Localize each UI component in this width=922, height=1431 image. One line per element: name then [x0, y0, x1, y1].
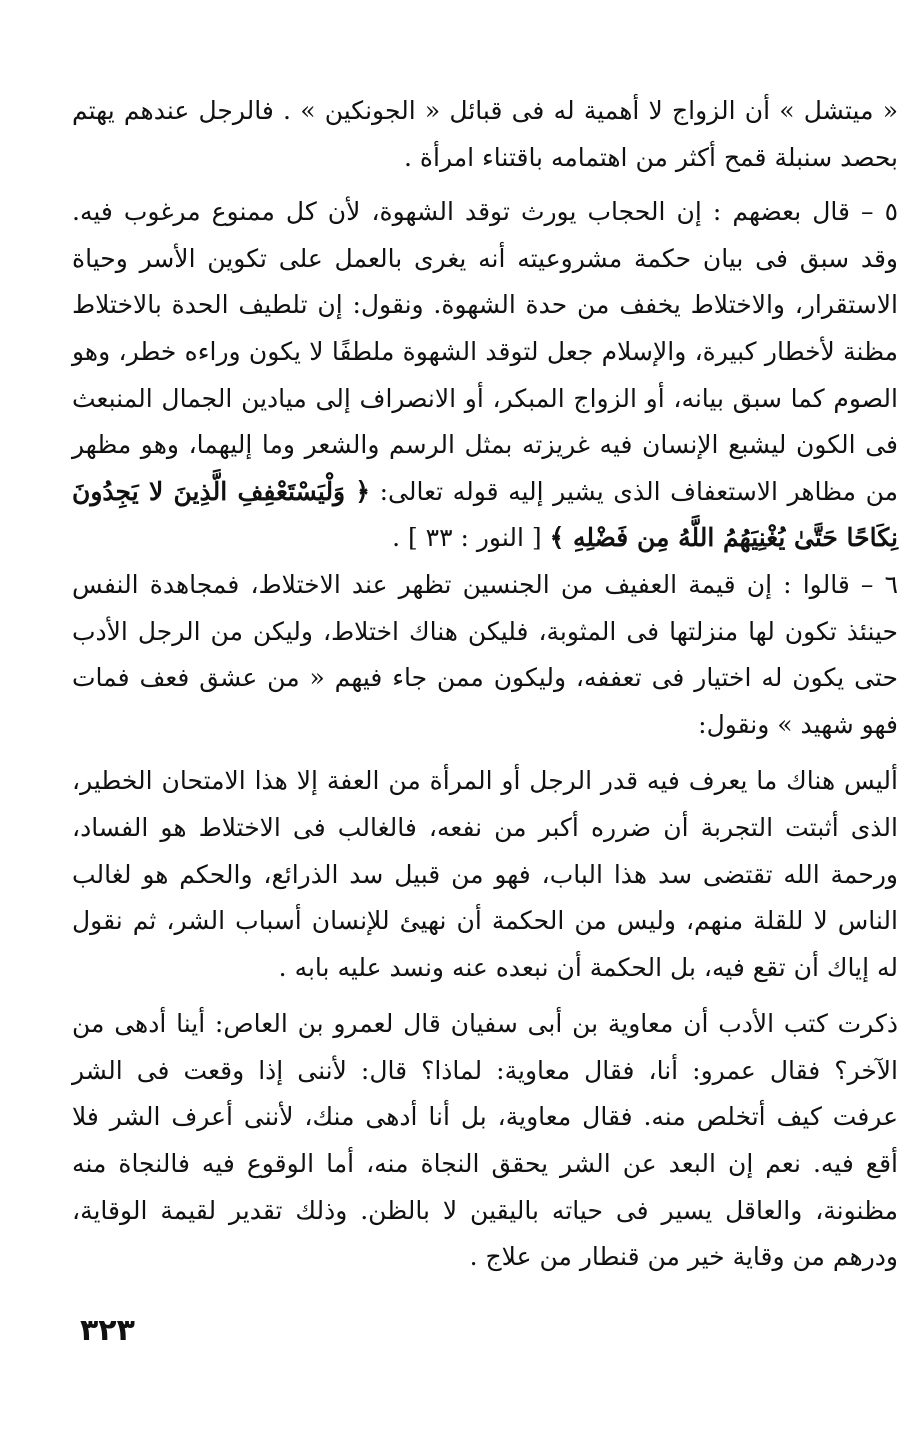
page-body	[72, 88, 898, 1388]
quran-verse: ﴿ وَلْيَسْتَعْفِفِ الَّذِينَ لا يَجِدُونَ نِكَاحًا حَتَّىٰ يُغْنِيَهُمُ اللَّهُ مِن فَضْلِهِ ﴾	[72, 476, 898, 553]
paragraph-4: أليس هناك ما يعرف فيه قدر الرجل أو المرأة من العفة إلا هذا الامتحان الخطير، الذى أثبتت التجربة أن ضرره أكبر من نفعه، فالغالب فى الاختلاط هو الفساد، ورحمة الله تقتضى سد هذا الباب، فهو من قبيل سد الذرائع، والحكم هو لغالب الناس لا للقلة منهم، وليس من الحكمة أن نهيئ للإنسان أسباب الشر، ثم نقول له إياك أن تقع فيه، بل الحكمة أن نبعده عنه ونسد عليه بابه .	[72, 766, 898, 982]
paragraph-5: ذكرت كتب الأدب أن معاوية بن أبى سفيان قال لعمرو بن العاص: أينا أدهى من الآخر؟ فقال عمرو: أنا، فقال معاوية: لماذا؟ قال: لأننى إذا وقعت فى الشر عرفت كيف أتخلص منه. فقال معاوية، بل أنا أدهى منك، لأننى أعرف الشر فلا أقع فيه. نعم إن البعد عن الشر يحقق النجاة منه، أما الوقوع فيه فالنجاة منه مظنونة، والعاقل يسير فى حياته باليقين لا بالظن. وذلك تقدير لقيمة الوقاية، ودرهم من وقاية خير من قنطار من علاج .	[72, 1009, 898, 1272]
page-number: ٣٢٣	[80, 1313, 135, 1348]
paragraph-3: ٦ – قالوا : إن قيمة العفيف من الجنسين تظهر عند الاختلاط، فمجاهدة النفس حينئذ تكون لها منزلتها فى المثوبة، فليكن هناك اختلاط، وليكن من الرجل الأدب حتى يكون له اختيار فى تعففه، وليكون ممن جاء فيهم « من عشق فعف فمات فهو شهيد » ونقول:	[72, 569, 898, 739]
paragraph-1: « ميتشل » أن الزواج لا أهمية له فى قبائل « الجونكين » . فالرجل عندهم يهتم بحصد سنبلة قمح أكثر من اهتمامه باقتناء امرأة .	[72, 96, 898, 172]
paragraph-2-text: ٥ – قال بعضهم : إن الحجاب يورث توقد الشهوة، لأن كل ممنوع مرغوب فيه. وقد سبق فى بيان حكمة مشروعيته أنه يغرى بالعمل على تكوين الأسر وحياة الاستقرار، والاختلاط يخفف من حدة الشهوة. ونقول: إن تلطيف الحدة بالاختلاط مظنة لأخطار كبيرة، والإسلام جعل لتوقد الشهوة ملطفًا لا يكون وراءه خطر، وهو الصوم كما سبق بيانه، أو الزواج المبكر، أو الانصراف إلى ميادين الجمال المنبعث فى الكون ليشبع الإنسان فيه غريزته بمثل الرسم والشعر وما إليهما، وهو مظهر من مظاهر الاستعفاف الذى يشير إليه قوله تعالى:	[72, 197, 898, 506]
quran-reference: [ النور : ٣٣ ] .	[392, 523, 542, 553]
paragraph-2	[72, 189, 898, 562]
